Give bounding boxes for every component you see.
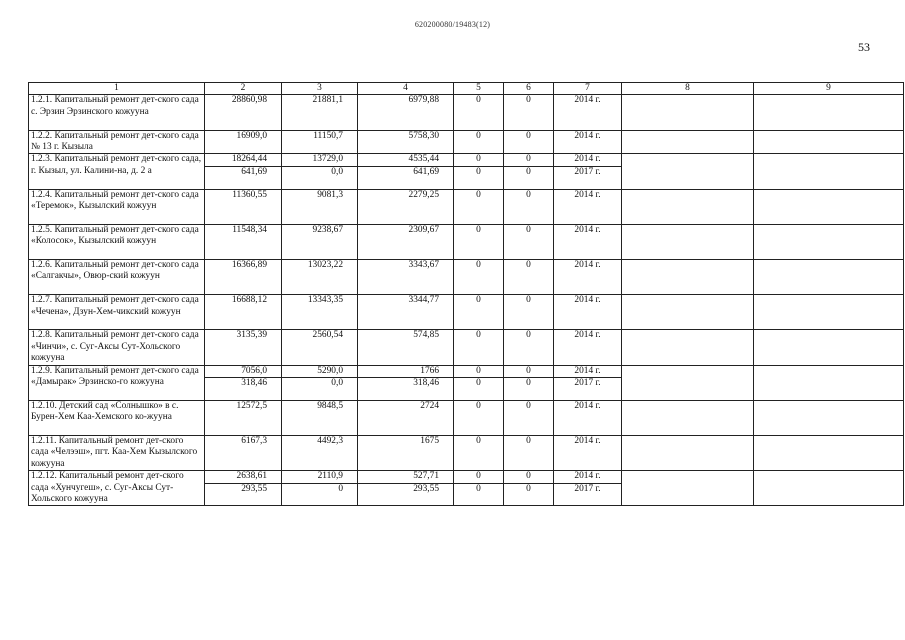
col9-cell bbox=[754, 295, 904, 330]
value-cell: 0 bbox=[504, 224, 554, 259]
table-row bbox=[29, 365, 904, 377]
value-cell: 2017 г. bbox=[554, 377, 622, 400]
value-cell: 527,71 bbox=[358, 471, 454, 483]
column-header: 6 bbox=[504, 83, 554, 95]
table-row bbox=[29, 471, 904, 483]
col9-cell bbox=[754, 154, 904, 189]
table-row bbox=[29, 259, 904, 294]
value-cell: 2014 г. bbox=[554, 154, 622, 166]
value-cell: 5290,0 bbox=[282, 365, 358, 377]
value-cell: 574,85 bbox=[358, 330, 454, 365]
value-cell: 6979,88 bbox=[358, 95, 454, 130]
value-cell: 2014 г. bbox=[554, 259, 622, 294]
value-cell: 11150,7 bbox=[282, 130, 358, 154]
value-cell: 0 bbox=[282, 483, 358, 506]
col9-cell bbox=[754, 189, 904, 224]
value-cell: 318,46 bbox=[205, 377, 282, 400]
value-cell: 2014 г. bbox=[554, 130, 622, 154]
value-cell: 0 bbox=[504, 400, 554, 435]
value-cell: 2638,61 bbox=[205, 471, 282, 483]
value-cell: 0 bbox=[504, 377, 554, 400]
item-name-cell: 1.2.12. Капитальный ремонт дет-ского сада «Хунчугеш», с. Суг-Аксы Сут-Хольского кожууна bbox=[29, 471, 205, 506]
value-cell: 2014 г. bbox=[554, 224, 622, 259]
value-cell: 2724 bbox=[358, 400, 454, 435]
value-cell: 0 bbox=[504, 130, 554, 154]
value-cell: 0 bbox=[454, 483, 504, 506]
col8-cell bbox=[622, 154, 754, 189]
col9-cell bbox=[754, 130, 904, 154]
value-cell: 0,0 bbox=[282, 377, 358, 400]
column-header: 3 bbox=[282, 83, 358, 95]
column-header: 9 bbox=[754, 83, 904, 95]
value-cell: 318,46 bbox=[358, 377, 454, 400]
value-cell: 0 bbox=[454, 295, 504, 330]
value-cell: 2014 г. bbox=[554, 330, 622, 365]
item-name-cell: 1.2.8. Капитальный ремонт дет-ского сада «Чинчи», с. Суг-Аксы Сут-Хольского кожууна bbox=[29, 330, 205, 365]
col8-cell bbox=[622, 259, 754, 294]
item-name-cell: 1.2.9. Капитальный ремонт дет-ского сада «Дамырак» Эрзинско-го кожууна bbox=[29, 365, 205, 400]
value-cell: 0 bbox=[454, 259, 504, 294]
value-cell: 2014 г. bbox=[554, 435, 622, 470]
value-cell: 0 bbox=[504, 189, 554, 224]
column-header: 5 bbox=[454, 83, 504, 95]
value-cell: 9081,3 bbox=[282, 189, 358, 224]
table-row bbox=[29, 154, 904, 166]
col8-cell bbox=[622, 95, 754, 130]
item-name-cell: 1.2.5. Капитальный ремонт дет-ского сада «Колосок», Кызылский кожуун bbox=[29, 224, 205, 259]
value-cell: 1766 bbox=[358, 365, 454, 377]
col8-cell bbox=[622, 224, 754, 259]
value-cell: 2014 г. bbox=[554, 189, 622, 224]
value-cell: 12572,5 bbox=[205, 400, 282, 435]
item-name-cell: 1.2.10. Детский сад «Солнышко» в с. Бурен-Хем Каа-Хемского ко-жууна bbox=[29, 400, 205, 435]
value-cell: 3135,39 bbox=[205, 330, 282, 365]
value-cell: 2017 г. bbox=[554, 166, 622, 189]
value-cell: 0 bbox=[504, 483, 554, 506]
col8-cell bbox=[622, 400, 754, 435]
table-row bbox=[29, 130, 904, 154]
value-cell: 13343,35 bbox=[282, 295, 358, 330]
value-cell: 641,69 bbox=[205, 166, 282, 189]
value-cell: 4535,44 bbox=[358, 154, 454, 166]
value-cell: 0 bbox=[504, 295, 554, 330]
value-cell: 9848,5 bbox=[282, 400, 358, 435]
value-cell: 2014 г. bbox=[554, 365, 622, 377]
table-row bbox=[29, 189, 904, 224]
value-cell: 2014 г. bbox=[554, 471, 622, 483]
col8-cell bbox=[622, 330, 754, 365]
table-row bbox=[29, 295, 904, 330]
value-cell: 28860,98 bbox=[205, 95, 282, 130]
value-cell: 2279,25 bbox=[358, 189, 454, 224]
value-cell: 13729,0 bbox=[282, 154, 358, 166]
value-cell: 4492,3 bbox=[282, 435, 358, 470]
value-cell: 3344,77 bbox=[358, 295, 454, 330]
col9-cell bbox=[754, 224, 904, 259]
table-row bbox=[29, 224, 904, 259]
col9-cell bbox=[754, 435, 904, 470]
col8-cell bbox=[622, 130, 754, 154]
value-cell: 0 bbox=[504, 95, 554, 130]
column-header: 1 bbox=[29, 83, 205, 95]
col8-cell bbox=[622, 471, 754, 506]
value-cell: 2014 г. bbox=[554, 295, 622, 330]
col8-cell bbox=[622, 435, 754, 470]
col8-cell bbox=[622, 189, 754, 224]
column-header: 2 bbox=[205, 83, 282, 95]
value-cell: 2017 г. bbox=[554, 483, 622, 506]
value-cell: 0 bbox=[504, 259, 554, 294]
col9-cell bbox=[754, 259, 904, 294]
value-cell: 0 bbox=[504, 166, 554, 189]
value-cell: 16366,89 bbox=[205, 259, 282, 294]
col9-cell bbox=[754, 365, 904, 400]
col8-cell bbox=[622, 295, 754, 330]
value-cell: 11360,55 bbox=[205, 189, 282, 224]
value-cell: 0 bbox=[454, 471, 504, 483]
value-cell: 641,69 bbox=[358, 166, 454, 189]
item-name-cell: 1.2.11. Капитальный ремонт дет-ского сада «Челээш», пгт. Каа-Хем Кызылского кожууна bbox=[29, 435, 205, 470]
value-cell: 0 bbox=[454, 95, 504, 130]
value-cell: 0 bbox=[504, 435, 554, 470]
value-cell: 0 bbox=[454, 189, 504, 224]
value-cell: 2110,9 bbox=[282, 471, 358, 483]
value-cell: 16688,12 bbox=[205, 295, 282, 330]
value-cell: 11548,34 bbox=[205, 224, 282, 259]
value-cell: 3343,67 bbox=[358, 259, 454, 294]
col9-cell bbox=[754, 400, 904, 435]
value-cell: 9238,67 bbox=[282, 224, 358, 259]
item-name-cell: 1.2.3. Капитальный ремонт дет-ского сада, г. Кызыл, ул. Калини-на, д. 2 а bbox=[29, 154, 205, 189]
value-cell: 7056,0 bbox=[205, 365, 282, 377]
item-name-cell: 1.2.7. Капитальный ремонт дет-ского сада «Чечена», Дзун-Хем-чикский кожуун bbox=[29, 295, 205, 330]
table-row bbox=[29, 95, 904, 130]
item-name-cell: 1.2.2. Капитальный ремонт дет-ского сада № 13 г. Кызыла bbox=[29, 130, 205, 154]
value-cell: 0 bbox=[454, 130, 504, 154]
table-row bbox=[29, 435, 904, 470]
value-cell: 21881,1 bbox=[282, 95, 358, 130]
col9-cell bbox=[754, 95, 904, 130]
value-cell: 0 bbox=[454, 154, 504, 166]
value-cell: 0 bbox=[454, 330, 504, 365]
column-header: 4 bbox=[358, 83, 454, 95]
header-row bbox=[29, 83, 904, 95]
value-cell: 2560,54 bbox=[282, 330, 358, 365]
table-row bbox=[29, 330, 904, 365]
value-cell: 0 bbox=[504, 154, 554, 166]
item-name-cell: 1.2.6. Капитальный ремонт дет-ского сада «Салгакчы», Овюр-ский кожуун bbox=[29, 259, 205, 294]
column-header: 8 bbox=[622, 83, 754, 95]
value-cell: 1675 bbox=[358, 435, 454, 470]
value-cell: 16909,0 bbox=[205, 130, 282, 154]
value-cell: 0 bbox=[454, 365, 504, 377]
value-cell: 0 bbox=[504, 330, 554, 365]
program-table bbox=[28, 82, 904, 506]
value-cell: 0 bbox=[454, 377, 504, 400]
value-cell: 13023,22 bbox=[282, 259, 358, 294]
value-cell: 2309,67 bbox=[358, 224, 454, 259]
col9-cell bbox=[754, 330, 904, 365]
table-row bbox=[29, 400, 904, 435]
value-cell: 0 bbox=[454, 435, 504, 470]
value-cell: 5758,30 bbox=[358, 130, 454, 154]
value-cell: 0 bbox=[454, 166, 504, 189]
value-cell: 2014 г. bbox=[554, 95, 622, 130]
value-cell: 0 bbox=[504, 471, 554, 483]
table-body bbox=[29, 95, 904, 506]
document-id: 620200080/19483(12) bbox=[414, 20, 491, 29]
value-cell: 0,0 bbox=[282, 166, 358, 189]
value-cell: 0 bbox=[504, 365, 554, 377]
item-name-cell: 1.2.4. Капитальный ремонт дет-ского сада «Теремок», Кызылский кожуун bbox=[29, 189, 205, 224]
value-cell: 0 bbox=[454, 224, 504, 259]
value-cell: 0 bbox=[454, 400, 504, 435]
value-cell: 293,55 bbox=[358, 483, 454, 506]
value-cell: 2014 г. bbox=[554, 400, 622, 435]
column-header: 7 bbox=[554, 83, 622, 95]
item-name-cell: 1.2.1. Капитальный ремонт дет-ского сада с. Эрзин Эрзинского кожууна bbox=[29, 95, 205, 130]
col9-cell bbox=[754, 471, 904, 506]
page-number: 53 bbox=[858, 40, 870, 54]
value-cell: 18264,44 bbox=[205, 154, 282, 166]
value-cell: 293,55 bbox=[205, 483, 282, 506]
value-cell: 6167,3 bbox=[205, 435, 282, 470]
col8-cell bbox=[622, 365, 754, 400]
